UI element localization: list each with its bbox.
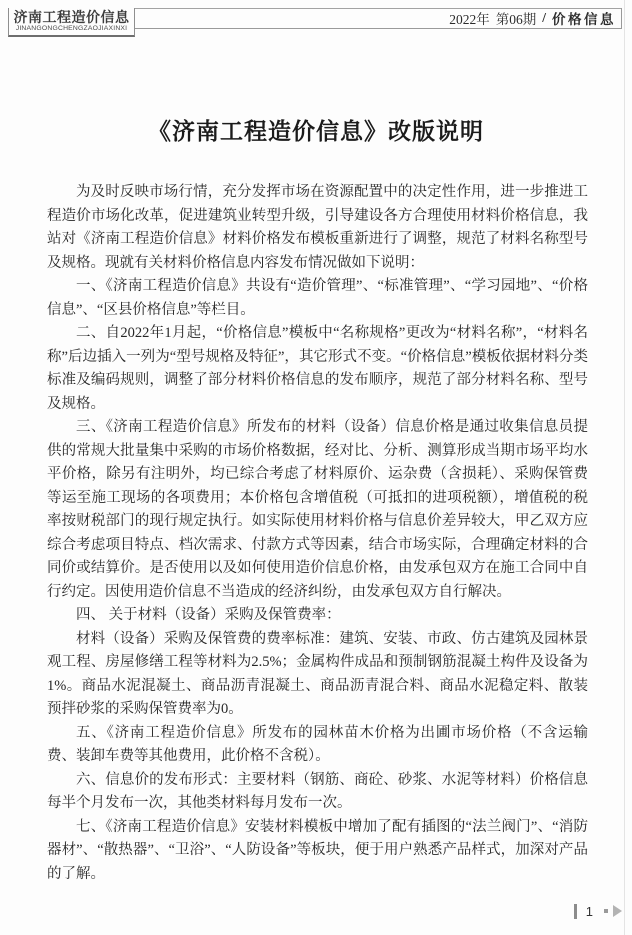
issue-section-name: 价格信息 (552, 12, 616, 27)
pager-bullet-icon (604, 909, 608, 913)
journal-logo-title: 济南工程造价信息 (13, 9, 130, 25)
doc-paragraph-item-1: 一、《济南工程造价信息》共设有“造价管理”、“标准管理”、“学习园地”、“价格信息”、“区县价格信息”等栏目。 (47, 278, 588, 318)
doc-paragraph-item-4-detail: 材料（设备）采购及保管费的费率标准：建筑、安装、市政、仿古建筑及园林景观工程、房屋修缮工程等材料为2.5%；金属构件成品和预制钢筋混凝土构件及设备为1%。商品水泥混凝土、商品沥青混凝土、商品沥青混合料、商品水泥稳定料、散装预拌砂浆的采购保管费率为0。 (47, 630, 588, 717)
scan-edge-line (624, 0, 625, 935)
page-number: 1 (585, 903, 593, 919)
next-page-arrow-icon[interactable] (613, 905, 622, 917)
issue-info-strip (135, 8, 622, 29)
journal-logo-pinyin: JINANGONGCHENGZAOJIAXINXI (15, 25, 128, 32)
issue-number: 第06期 (495, 12, 537, 27)
page-title: 《济南工程造价信息》改版说明 (148, 119, 484, 144)
issue-year: 2022年 (449, 12, 490, 27)
doc-paragraph-intro: 为及时反映市场行情，充分发挥市场在资源配置中的决定性作用，进一步推进工程造价市场化改革，促进建筑业转型升级，引导建设各方合理使用材料价格信息，我站对《济南工程造价信息》材料价格发布模板重新进行了调整，规范了材料名称型号及规格。现就有关材料价格信息内容发布情况做如下说明： (47, 184, 588, 271)
doc-paragraph-item-4: 四、 关于材料（设备）采购及保管费率： (76, 607, 341, 623)
doc-paragraph-item-6: 六、信息价的发布形式：主要材料（钢筋、商砼、砂浆、水泥等材料）价格信息每半个月发布一次，其他类材料每月发布一次。 (47, 771, 588, 811)
doc-paragraph-item-7: 七、《济南工程造价信息》安装材料模板中增加了配有插图的“法兰阀门”、“消防器材”、“散热器”、“卫浴”、“人防设备”等板块，便于用户熟悉产品样式，加深对产品的了解。 (47, 818, 588, 882)
page-footer (574, 903, 622, 919)
pager-divider-bar (574, 904, 577, 919)
issue-separator: / (542, 10, 546, 25)
doc-paragraph-item-5: 五、《济南工程造价信息》所发布的园林苗木价格为出圃市场价格（不含运输费、装卸车费等其他费用，此价格不含税）。 (47, 724, 588, 764)
doc-paragraph-item-2: 二、自2022年1月起，“价格信息”模板中“名称规格”更改为“材料名称”，“材料名称”后边插入一列为“型号规格及特征”，其它形式不变。“价格信息”模板依据材料分类标准及编码规则，调整了部分材料价格信息的发布顺序，规范了部分材料名称、型号及规格。 (47, 325, 588, 412)
document-body (47, 181, 588, 886)
journal-logo (8, 8, 135, 37)
doc-paragraph-item-3: 三、《济南工程造价信息》所发布的材料（设备）信息价格是通过收集信息员提供的常规大批量集中采购的市场价格数据，经对比、分析、测算形成当期市场平均水平价格，除另有注明外，均已综合考虑了材料原价、运杂费（含损耗）、采购保管费等运至施工现场的各项费用；本价格包含增值税（可抵扣的进项税额），增值税的税率按财税部门的现行规定执行。如实际使用材料价格与信息价差异较大，甲乙双方应综合考虑项目特点、档次需求、付款方式等因素，结合市场实际，合理确定材料的合同价或结算价。是否使用以及如何使用造价信息价格，由发承包双方在施工合同中自行约定。因使用造价信息不当造成的经济纠纷，由发承包双方自行解决。 (47, 419, 588, 600)
